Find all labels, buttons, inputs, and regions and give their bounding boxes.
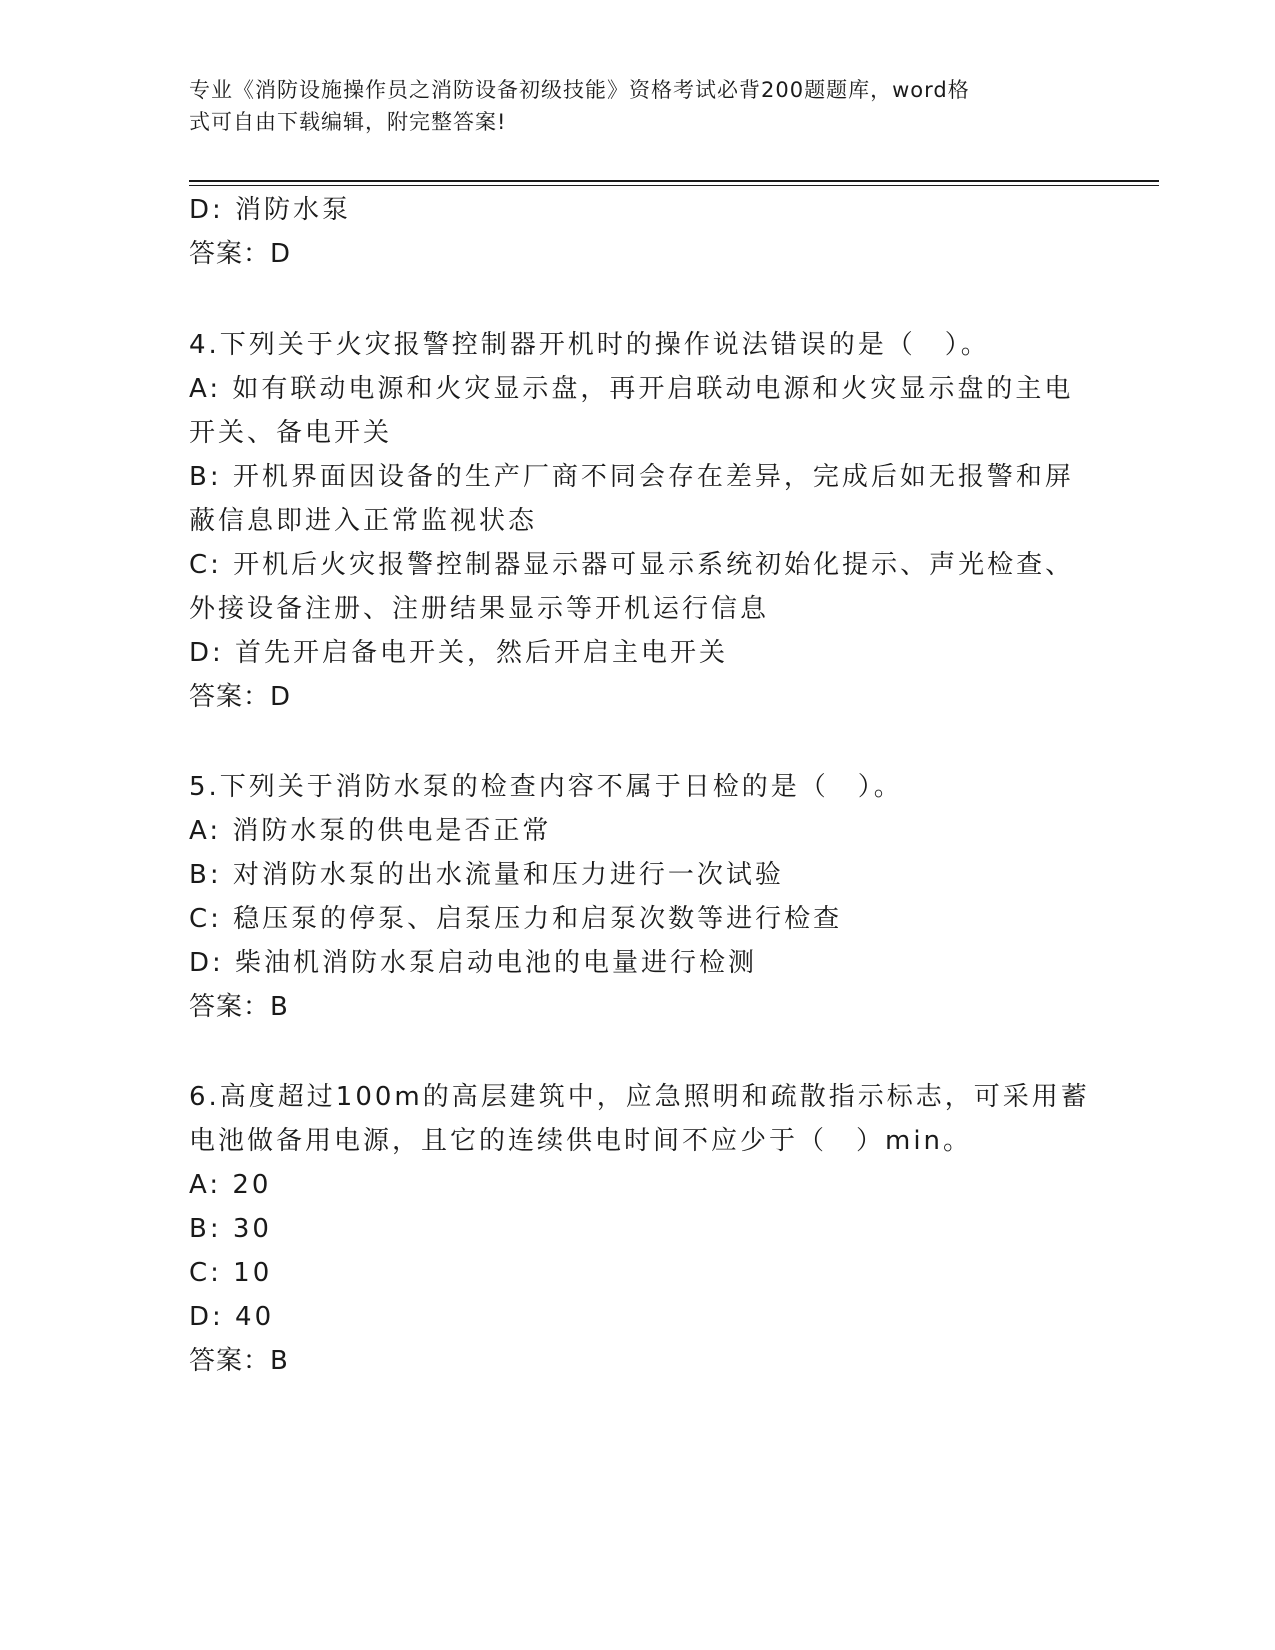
q6-option-b: B: 30 [189, 1214, 272, 1244]
q5-option-b: B: 对消防水泵的出水流量和压力进行一次试验 [189, 860, 784, 890]
q5-stem: 5.下列关于消防水泵的检查内容不属于日检的是（ ）。 [189, 772, 903, 802]
q4-option-c-line-1: C: 开机后火灾报警控制器显示器可显示系统初始化提示、声光检查、 [189, 550, 1075, 580]
q6-option-d: D: 40 [189, 1302, 275, 1332]
q4-answer: 答案：D [189, 682, 292, 712]
q6-answer: 答案：B [189, 1346, 289, 1376]
q6-option-a: A: 20 [189, 1170, 272, 1200]
header-divider-thin [189, 185, 1159, 186]
document-header [189, 74, 1069, 138]
q6-stem-line-1: 6.高度超过100m的高层建筑中，应急照明和疏散指示标志，可采用蓄 [189, 1082, 1090, 1112]
q4-option-b-line-2: 蔽信息即进入正常监视状态 [189, 506, 538, 536]
q3-answer: 答案：D [189, 239, 292, 269]
q3-option-d: D: 消防水泵 [189, 195, 352, 225]
header-line-1: 专业《消防设施操作员之消防设备初级技能》资格考试必背200题题库，word格 [189, 78, 970, 102]
q4-stem: 4.下列关于火灾报警控制器开机时的操作说法错误的是（ ）。 [189, 330, 990, 360]
q5-option-d: D: 柴油机消防水泵启动电池的电量进行检测 [189, 948, 758, 978]
header-divider-thick [189, 180, 1159, 182]
q4-option-c-line-2: 外接设备注册、注册结果显示等开机运行信息 [189, 594, 770, 624]
header-line-2: 式可自由下载编辑，附完整答案! [189, 110, 507, 134]
q4-option-a-line-2: 开关、备电开关 [189, 418, 393, 448]
q5-option-c: C: 稳压泵的停泵、启泵压力和启泵次数等进行检查 [189, 904, 843, 934]
q5-answer: 答案：B [189, 992, 289, 1022]
q4-option-d: D: 首先开启备电开关，然后开启主电开关 [189, 638, 729, 668]
q6-stem-line-2: 电池做备用电源，且它的连续供电时间不应少于（ ）min。 [189, 1126, 973, 1156]
q4-option-a-line-1: A: 如有联动电源和火灾显示盘，再开启联动电源和火灾显示盘的主电 [189, 374, 1074, 404]
q6-option-c: C: 10 [189, 1258, 273, 1288]
q4-option-b-line-1: B: 开机界面因设备的生产厂商不同会存在差异，完成后如无报警和屏 [189, 462, 1074, 492]
q5-option-a: A: 消防水泵的供电是否正常 [189, 816, 552, 846]
